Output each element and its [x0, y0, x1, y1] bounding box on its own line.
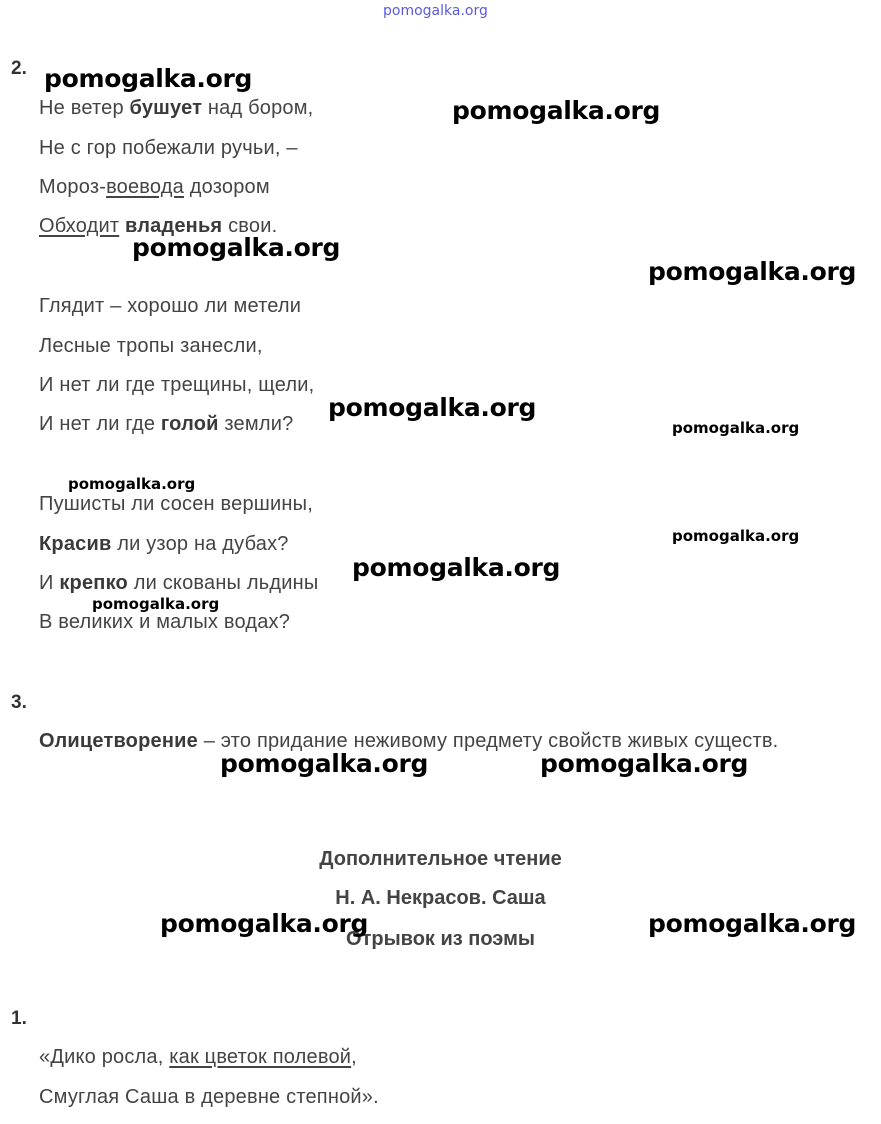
quote-line: Смуглая Саша в деревне степной».	[39, 1086, 379, 1108]
poem-line: Лесные тропы занесли,	[39, 335, 263, 357]
watermark: pomogalka.org	[352, 553, 561, 582]
watermark: pomogalka.org	[648, 909, 857, 938]
section-heading: Дополнительное чтение	[319, 848, 562, 870]
quote-line: «Дико росла, как цветок полевой,	[39, 1046, 357, 1068]
watermark: pomogalka.org	[92, 595, 220, 613]
poem-line: Пушисты ли сосен вершины,	[39, 493, 313, 515]
poem-line: И крепко ли скованы льдины	[39, 572, 319, 594]
watermark: pomogalka.org	[672, 419, 800, 437]
task-1-number: 1.	[11, 1008, 27, 1029]
watermark: pomogalka.org	[68, 475, 196, 493]
poem-line: В великих и малых водах?	[39, 611, 291, 633]
poem-line: И нет ли где трещины, щели,	[39, 374, 315, 396]
poem-line: Красив ли узор на дубах?	[39, 533, 289, 555]
watermark: pomogalka.org	[648, 257, 857, 286]
poem-line: Не с гор побежали ручьи, –	[39, 137, 298, 159]
author-title: Н. А. Некрасов. Саша	[335, 887, 546, 909]
watermark-top: pomogalka.org	[383, 3, 488, 19]
watermark: pomogalka.org	[160, 909, 369, 938]
watermark: pomogalka.org	[672, 527, 800, 545]
watermark: pomogalka.org	[540, 749, 749, 778]
poem-line: И нет ли где голой земли?	[39, 413, 294, 435]
poem-line: Обходит владенья свои.	[39, 215, 278, 237]
poem-line: Не ветер бушует над бором,	[39, 97, 314, 119]
poem-line: Глядит – хорошо ли метели	[39, 295, 302, 317]
watermark: pomogalka.org	[452, 96, 661, 125]
task-3-number: 3.	[11, 692, 27, 713]
poem-subtitle: Отрывок из поэмы	[346, 928, 535, 950]
watermark: pomogalka.org	[220, 749, 429, 778]
watermark: pomogalka.org	[44, 64, 253, 93]
watermark: pomogalka.org	[132, 233, 341, 262]
poem-line: Мороз-воевода дозором	[39, 176, 270, 198]
watermark: pomogalka.org	[328, 393, 537, 422]
definition-text: Олицетворение – это придание неживому предмету свойств живых существ.	[39, 730, 779, 752]
task-2-number: 2.	[11, 58, 27, 79]
